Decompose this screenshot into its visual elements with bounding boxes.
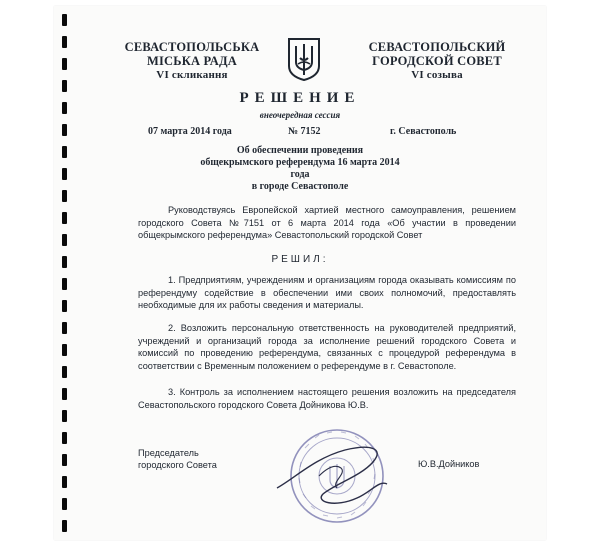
- binder-hole: [62, 146, 67, 158]
- binder-hole: [62, 366, 67, 378]
- binder-hole: [62, 212, 67, 224]
- header-left-ukrainian: [107, 40, 277, 82]
- binder-hole: [62, 520, 67, 532]
- binder-hole: [62, 102, 67, 114]
- council-name-line2: ГОРОДСКОЙ СОВЕТ: [372, 54, 502, 68]
- binder-hole: [62, 36, 67, 48]
- signatory-name: Ю.В.Дойников: [418, 459, 480, 469]
- binder-hole: [62, 278, 67, 290]
- resolution-item-2: 2. Возложить персональную ответственность на руководителей предприятий, учреждений и организаций города за исполнение решений городского Совета и комиссий по проведению референдума, связанных с процедурой референдума в соответствии с Временным положением о референдуме в г. Севастополе.: [138, 323, 516, 371]
- council-name-line2: МІСЬКА РАДА: [146, 54, 238, 68]
- council-name-line1: СЕВАСТОПОЛЬСКИЙ: [368, 40, 506, 54]
- binder-hole: [62, 498, 67, 510]
- binder-hole: [62, 190, 67, 202]
- binder-hole: [62, 14, 67, 26]
- convocation-label: VI созыва: [411, 69, 463, 81]
- trident-emblem-icon: [286, 36, 322, 82]
- resolution-item-3: 3. Контроль за исполнением настоящего решения возложить на председателя Севастопольского городского Совета Дойникова Ю.В.: [138, 387, 516, 410]
- signatory-position: [138, 447, 258, 471]
- position-line: Председатель: [138, 448, 199, 458]
- official-stamp-icon: [275, 418, 395, 538]
- binder-hole: [62, 124, 67, 136]
- binder-hole: [62, 388, 67, 400]
- preamble-paragraph: Руководствуясь Европейской хартией местного самоуправления, решением городского Совета №7151 от 6 марта 2014 года «Об участии в проведении общекрымского референдума» Севастопольский городской Совет: [138, 205, 516, 241]
- binder-hole: [62, 322, 67, 334]
- binder-hole: [62, 256, 67, 268]
- binder-holes: [62, 14, 72, 534]
- convocation-label: VI скликання: [156, 69, 228, 81]
- binder-hole: [62, 454, 67, 466]
- council-name-line1: СЕВАСТОПОЛЬСЬКА: [124, 40, 260, 54]
- binder-hole: [62, 168, 67, 180]
- document-city: г. Севастополь: [390, 126, 457, 137]
- resolved-heading: РЕШИЛ:: [271, 254, 329, 265]
- binder-hole: [62, 344, 67, 356]
- subject-line: общекрымского референдума 16 марта 2014 года: [200, 157, 400, 180]
- binder-hole: [62, 410, 67, 422]
- binder-hole: [62, 300, 67, 312]
- binder-hole: [62, 58, 67, 70]
- subject-line: в городе Севастополе: [251, 181, 349, 192]
- binder-hole: [62, 234, 67, 246]
- resolution-item-1: 1. Предприятиям, учреждениям и организациям города оказывать комиссиям по референдуму содействие в обеспечении ими своих полномочий, предоставлять необходимые для их работы сведения и материалы.: [138, 275, 516, 311]
- document-date: 07 марта 2014 года: [148, 126, 232, 137]
- binder-hole: [62, 476, 67, 488]
- header-right-russian: [352, 40, 522, 82]
- document-title: РЕШЕНИЕ: [239, 90, 361, 106]
- document-number: № 7152: [288, 126, 321, 137]
- position-line: городского Совета: [138, 460, 217, 470]
- document-subject: [190, 145, 410, 193]
- binder-hole: [62, 432, 67, 444]
- session-type: внеочередная сессия: [259, 110, 341, 120]
- binder-hole: [62, 80, 67, 92]
- subject-line: Об обеспечении проведения: [236, 145, 364, 156]
